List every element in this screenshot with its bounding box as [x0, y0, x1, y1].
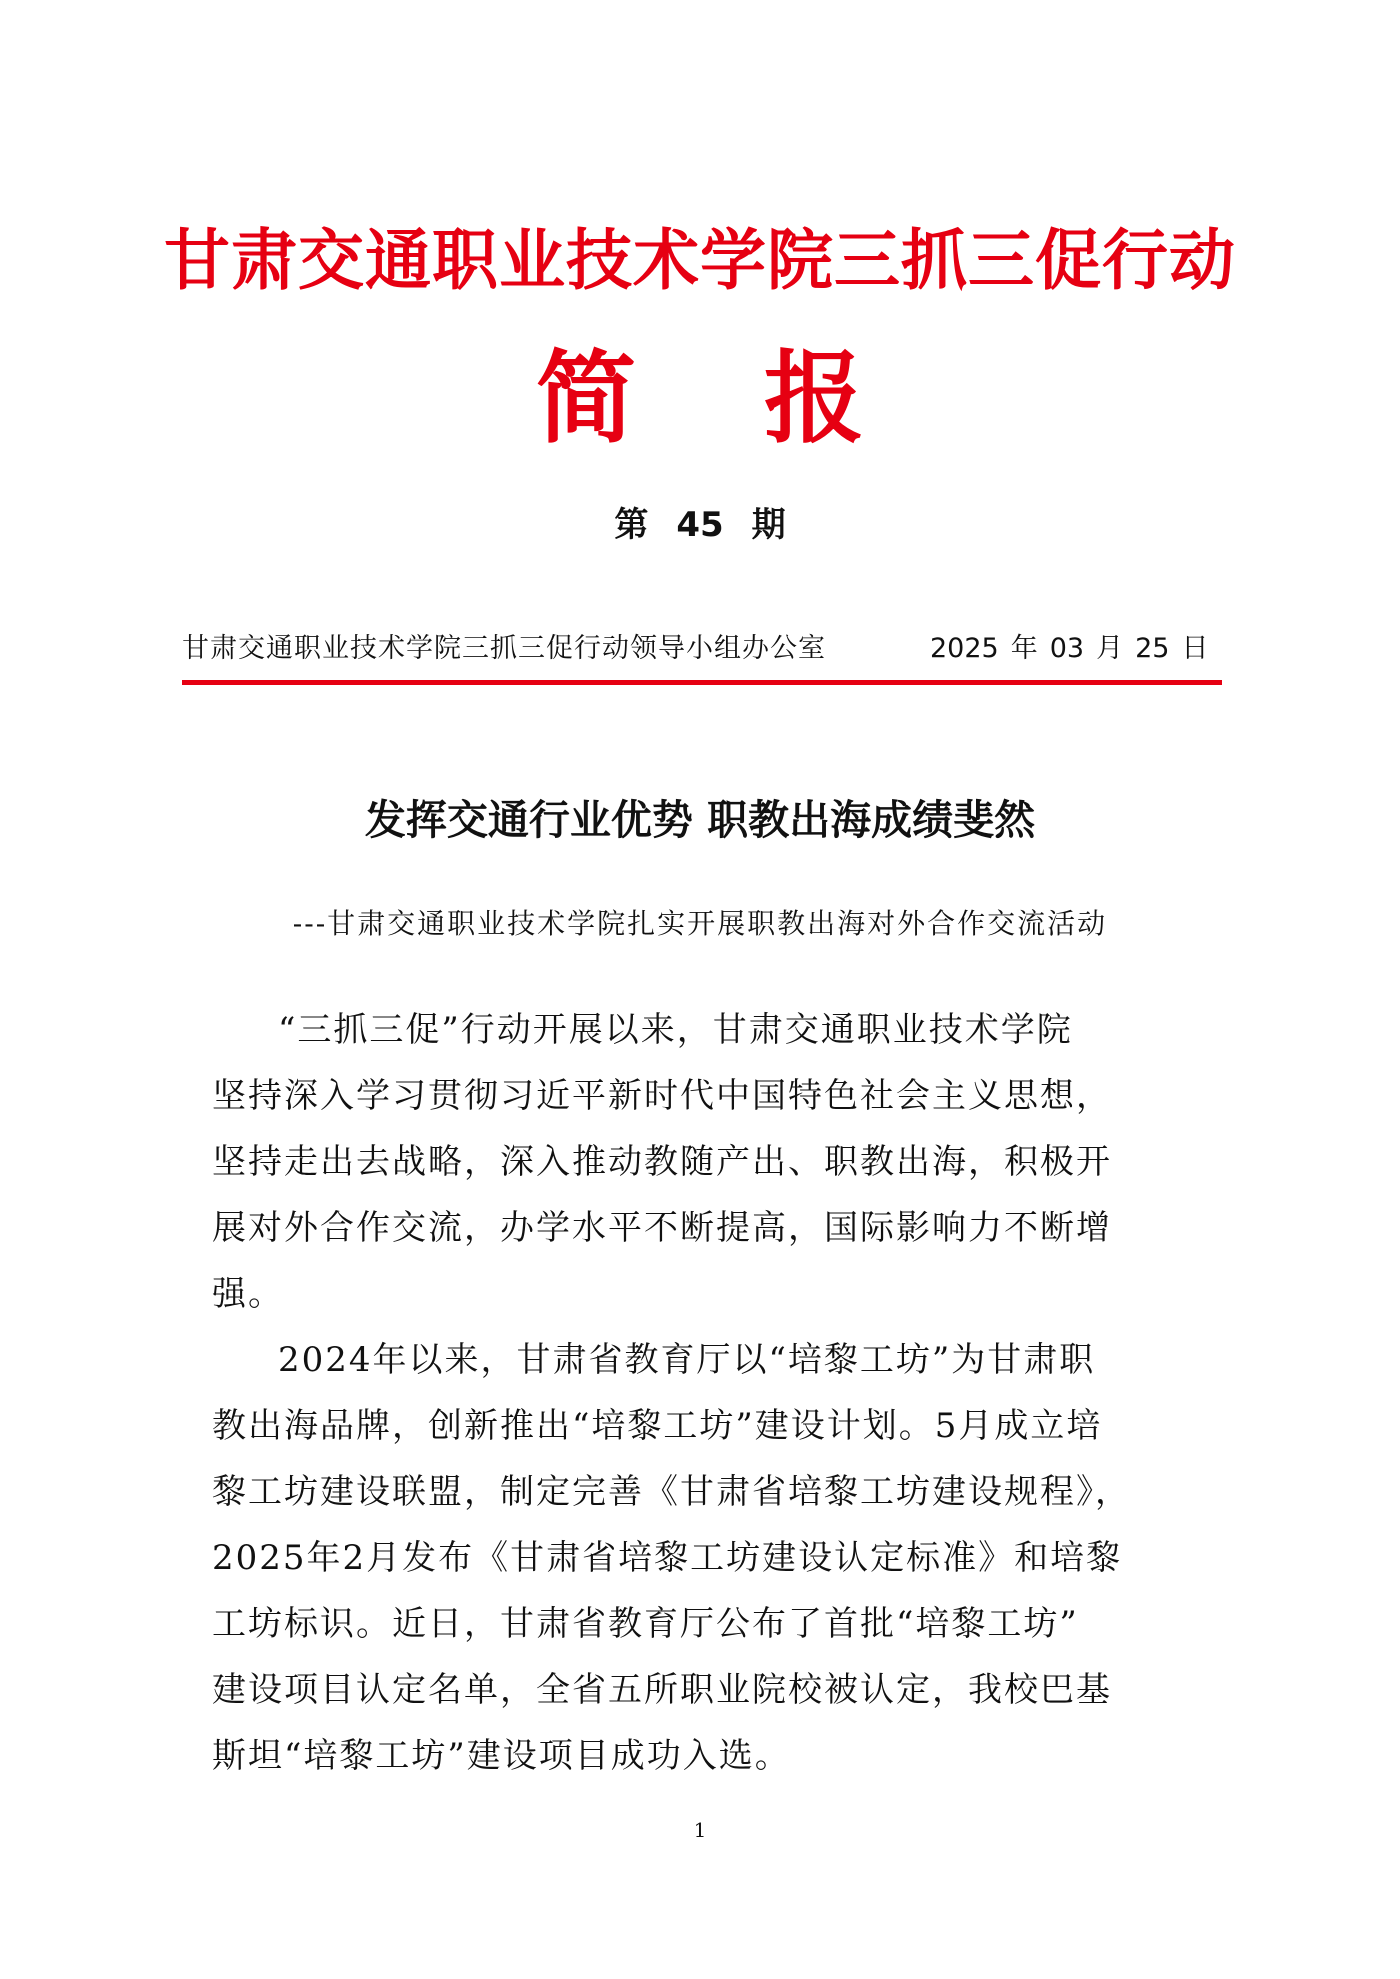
bulletin-heading-right: 报 — [764, 339, 864, 457]
date-day: 25 — [1135, 633, 1170, 664]
issue-prefix: 第 — [614, 505, 649, 545]
date-month-unit: 月 — [1096, 633, 1124, 664]
issue-number — [0, 500, 1400, 550]
body-line: 教出海品牌，创新推出“培黎工坊”建设计划。5月成立培 — [212, 1406, 1103, 1446]
red-divider — [182, 680, 1222, 685]
issue-date — [930, 627, 1208, 671]
date-month: 03 — [1049, 633, 1085, 664]
page-number: 1 — [693, 1818, 707, 1842]
body-line: 斯坦“培黎工坊”建设项目成功入选。 — [212, 1736, 791, 1776]
body-line: 坚持深入学习贯彻习近平新时代中国特色社会主义思想， — [212, 1076, 1112, 1116]
body-line: 展对外合作交流，办学水平不断提高，国际影响力不断增 — [212, 1208, 1112, 1248]
date-year: 2025 — [930, 633, 999, 664]
issuing-office: 甘肃交通职业技术学院三抓三促行动领导小组办公室 — [182, 633, 826, 664]
bulletin-heading-left: 简 — [536, 339, 636, 457]
bulletin-heading — [0, 338, 1400, 458]
issue-suffix: 期 — [751, 505, 786, 545]
body-line: 坚持走出去战略，深入推动教随产出、职教出海，积极开 — [212, 1142, 1112, 1182]
article-subtitle: ---甘肃交通职业技术学院扎实开展职教出海对外合作交流活动 — [292, 907, 1108, 940]
body-line: 2025年2月发布《甘肃省培黎工坊建设认定标准》和培黎 — [212, 1538, 1123, 1578]
body-line: 建设项目认定名单，全省五所职业院校被认定，我校巴基 — [212, 1670, 1112, 1710]
article-title: 发挥交通行业优势 职教出海成绩斐然 — [364, 796, 1036, 844]
masthead-title: 甘肃交通职业技术学院三抓三促行动 — [164, 221, 1236, 299]
body-line: 2024年以来，甘肃省教育厅以“培黎工坊”为甘肃职 — [278, 1340, 1096, 1380]
issue-value: 45 — [676, 505, 724, 545]
date-day-unit: 日 — [1181, 633, 1209, 664]
body-line: 工坊标识。近日，甘肃省教育厅公布了首批“培黎工坊” — [212, 1604, 1079, 1644]
date-year-unit: 年 — [1010, 633, 1038, 664]
body-line: 强。 — [212, 1274, 284, 1314]
body-line: 黎工坊建设联盟，制定完善《甘肃省培黎工坊建设规程》， — [212, 1472, 1131, 1512]
body-line: “三抓三促”行动开展以来，甘肃交通职业技术学院 — [278, 1010, 1073, 1050]
